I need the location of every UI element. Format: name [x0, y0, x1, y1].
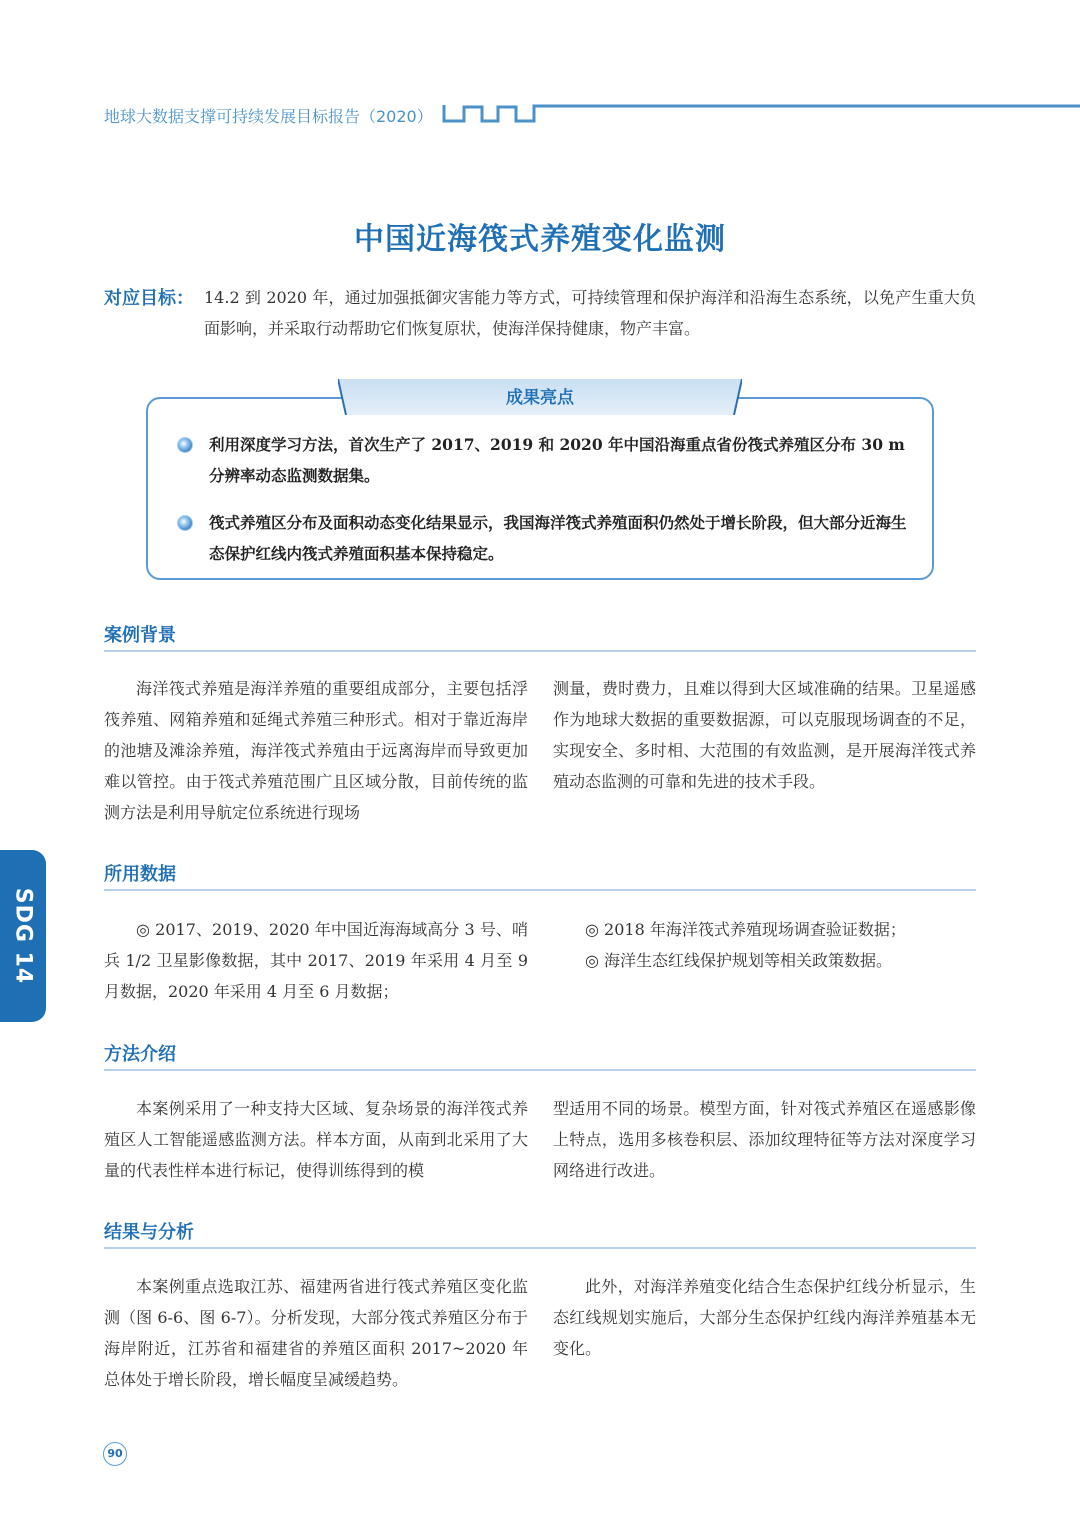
highlights-title: 成果亮点 — [506, 388, 574, 408]
target-text: 14.2 到 2020 年，通过加强抵御灾害能力等方式，可持续管理和保护海洋和沿海生态系统，以免产生重大负面影响，并采取行动帮助它们恢复原状，使海洋保持健康，物产丰富。 — [204, 288, 976, 338]
header-decoration — [442, 102, 1080, 124]
results-left-text: 本案例重点选取江苏、福建两省进行筏式养殖区变化监测（图 6-6、图 6-7）。分析发现，大部分筏式养殖区分布于海岸附近，江苏省和福建省的养殖区面积 2017~2020 年总体处于增长阶段，增长幅度呈减缓趋势。 — [104, 1277, 528, 1389]
page-title: 中国近海筏式养殖变化监测 — [354, 222, 726, 257]
highlight-item: 筏式养殖区分布及面积动态变化结果显示，我国海洋筏式养殖面积仍然处于增长阶段，但大部分近海生态保护红线内筏式养殖面积基本保持稳定。 — [209, 513, 907, 563]
data-right-item: ◎ 2018 年海洋筏式养殖现场调查验证数据； — [585, 920, 906, 939]
section-divider — [104, 1247, 976, 1249]
method-left-text: 本案例采用了一种支持大区域、复杂场景的海洋筏式养殖区人工智能遥感监测方法。样本方面，从南到北采用了大量的代表性样本进行标记，使得训练得到的模 — [104, 1099, 528, 1180]
highlight-item: 利用深度学习方法，首次生产了 2017、2019 和 2020 年中国沿海重点省份筏式养殖区分布 30 m 分辨率动态监测数据集。 — [209, 435, 905, 485]
background-right-column — [553, 673, 976, 797]
page-number: 90 — [103, 1442, 127, 1466]
method-right-column — [553, 1093, 976, 1186]
bullet-icon — [178, 438, 192, 452]
background-left-column — [104, 673, 528, 828]
data-left-text: ◎ 2017、2019、2020 年中国近海海域高分 3 号、哨兵 1/2 卫星影像数据，其中 2017、2019 年采用 4 月至 9 月数据，2020 年采用 4 月至 6 月数据； — [104, 920, 528, 1001]
background-left-text: 海洋筏式养殖是海洋养殖的重要组成部分，主要包括浮筏养殖、网箱养殖和延绳式养殖三种形式。相对于靠近海岸的池塘及滩涂养殖，海洋筏式养殖由于远离海岸而导致更加难以管控。由于筏式养殖范围广且区域分散，目前传统的监测方法是利用导航定位系统进行现场 — [104, 679, 528, 822]
report-header-title: 地球大数据支撑可持续发展目标报告（2020） — [104, 107, 433, 126]
method-left-column — [104, 1093, 528, 1186]
section-heading-results: 结果与分析 — [104, 1222, 194, 1243]
section-heading-method: 方法介绍 — [104, 1044, 176, 1065]
data-left-column — [104, 914, 528, 1007]
sdg-side-tab-label: SDG 14 — [10, 887, 36, 985]
data-right-item: ◎ 海洋生态红线保护规划等相关政策数据。 — [585, 951, 893, 970]
results-right-text: 此外，对海洋养殖变化结合生态保护红线分析显示，生态红线规划实施后，大部分生态保护红线内海洋养殖基本无变化。 — [553, 1277, 976, 1358]
background-right-text: 测量，费时费力，且难以得到大区域准确的结果。卫星遥感作为地球大数据的重要数据源，可以克服现场调查的不足，实现安全、多时相、大范围的有效监测，是开展海洋筏式养殖动态监测的可靠和先进的技术手段。 — [553, 679, 976, 791]
target-label: 对应目标： — [104, 288, 194, 309]
section-heading-data: 所用数据 — [104, 864, 176, 885]
bullet-icon — [178, 516, 192, 530]
data-right-column — [553, 914, 976, 976]
results-right-column — [553, 1271, 976, 1364]
method-right-text: 型适用不同的场景。模型方面，针对筏式养殖区在遥感影像上特点，选用多核卷积层、添加纹理特征等方法对深度学习网络进行改进。 — [553, 1099, 976, 1180]
section-divider — [104, 1069, 976, 1071]
sdg-side-tab — [0, 850, 46, 1022]
section-divider — [104, 889, 976, 891]
results-left-column — [104, 1271, 528, 1395]
section-heading-background: 案例背景 — [104, 625, 176, 646]
section-divider — [104, 650, 976, 652]
